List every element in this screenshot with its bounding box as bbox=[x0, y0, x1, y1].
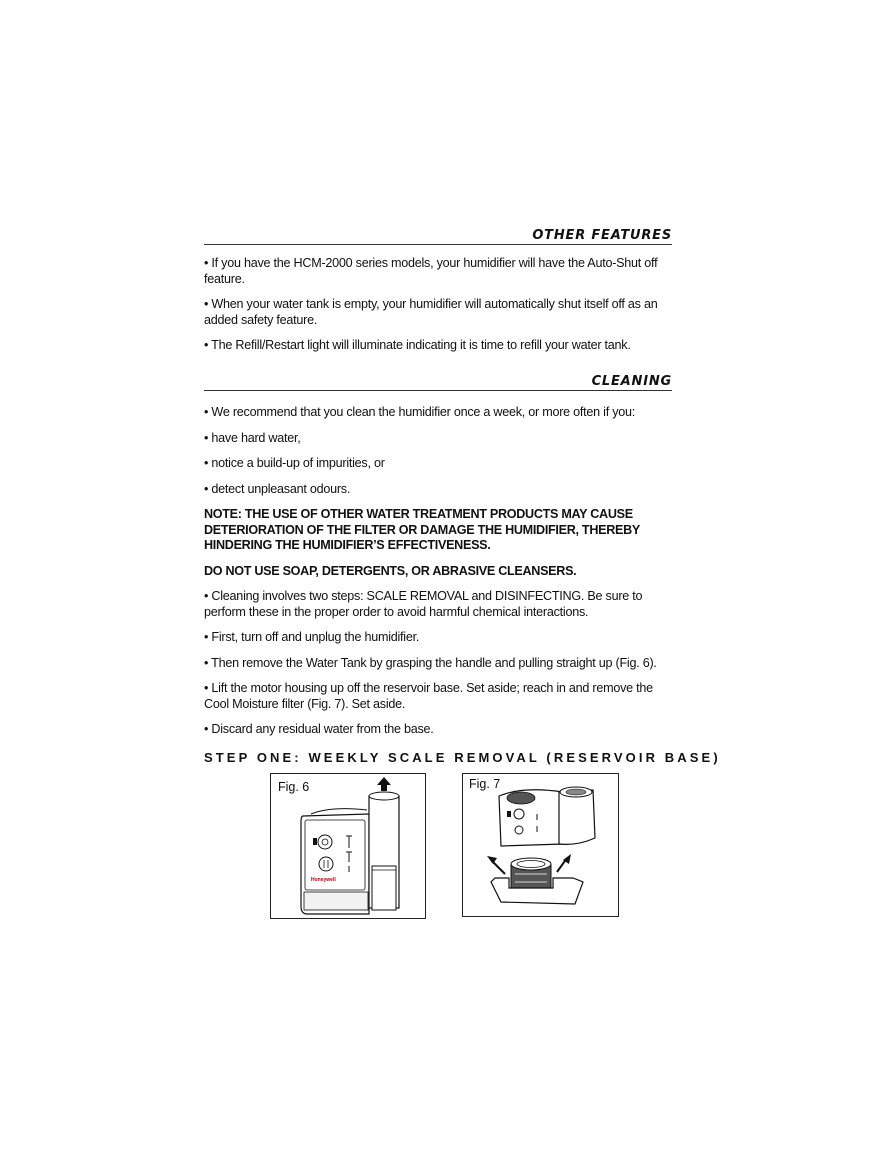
paragraph-auto-shut-off: • If you have the HCM-2000 series models, your humidifier will have the Auto-Shut off feature. bbox=[204, 256, 658, 286]
cleaning-heading: CLEANING bbox=[204, 374, 672, 391]
figure-7 bbox=[462, 773, 619, 917]
note-warning: NOTE: THE USE OF OTHER WATER TREATMENT PRODUCTS MAY CAUSE DETERIORATION OF THE FILTER OR DAMAGE THE HUMIDIFIER, THEREBY HINDERING THE HUMIDIFIER’S EFFECTIVENESS. bbox=[204, 507, 640, 552]
figure-7-label: Fig. 7 bbox=[469, 777, 501, 791]
honeywell-logo: Honeywell bbox=[311, 877, 336, 883]
other-features-heading: OTHER FEATURES bbox=[204, 228, 672, 245]
paragraph-refill-light: • The Refill/Restart light will illuminate indicating it is time to refill your water tank. bbox=[204, 338, 631, 352]
paragraph-impurities: • notice a build-up of impurities, or bbox=[204, 456, 385, 470]
paragraph-hard-water: • have hard water, bbox=[204, 430, 301, 445]
figure-6-label: Fig. 6 bbox=[278, 780, 310, 794]
humidifier-tank-removal-illustration bbox=[271, 774, 425, 918]
other-features-body bbox=[204, 256, 674, 364]
paragraph-remove-tank: • Then remove the Water Tank by grasping the handle and pulling straight up (Fig. 6). bbox=[204, 655, 657, 670]
filter-removal-illustration bbox=[463, 774, 618, 916]
paragraph-unplug: • First, turn off and unplug the humidifier. bbox=[204, 630, 420, 644]
soap-warning: DO NOT USE SOAP, DETERGENTS, OR ABRASIVE CLEANSERS. bbox=[204, 563, 577, 578]
paragraph-discard-water: • Discard any residual water from the base. bbox=[204, 722, 434, 736]
paragraph-two-steps: • Cleaning involves two steps: SCALE REMOVAL and DISINFECTING. Be sure to perform these in the proper order to avoid harmful chemical interactions. bbox=[204, 589, 643, 619]
step-one-heading: STEP ONE: WEEKLY SCALE REMOVAL (RESERVOIR BASE) bbox=[204, 750, 721, 765]
figure-6 bbox=[270, 773, 426, 919]
paragraph-lift-housing: • Lift the motor housing up off the reservoir base. Set aside; reach in and remove the Cool Moisture filter (Fig. 7). Set aside. bbox=[204, 681, 653, 711]
paragraph-odours: • detect unpleasant odours. bbox=[204, 481, 351, 496]
paragraph-safety-feature: • When your water tank is empty, your humidifier will automatically shut itself off as an added safety feature. bbox=[204, 297, 658, 327]
cleaning-body bbox=[204, 405, 674, 748]
paragraph-recommend: • We recommend that you clean the humidifier once a week, or more often if you: bbox=[204, 405, 636, 419]
